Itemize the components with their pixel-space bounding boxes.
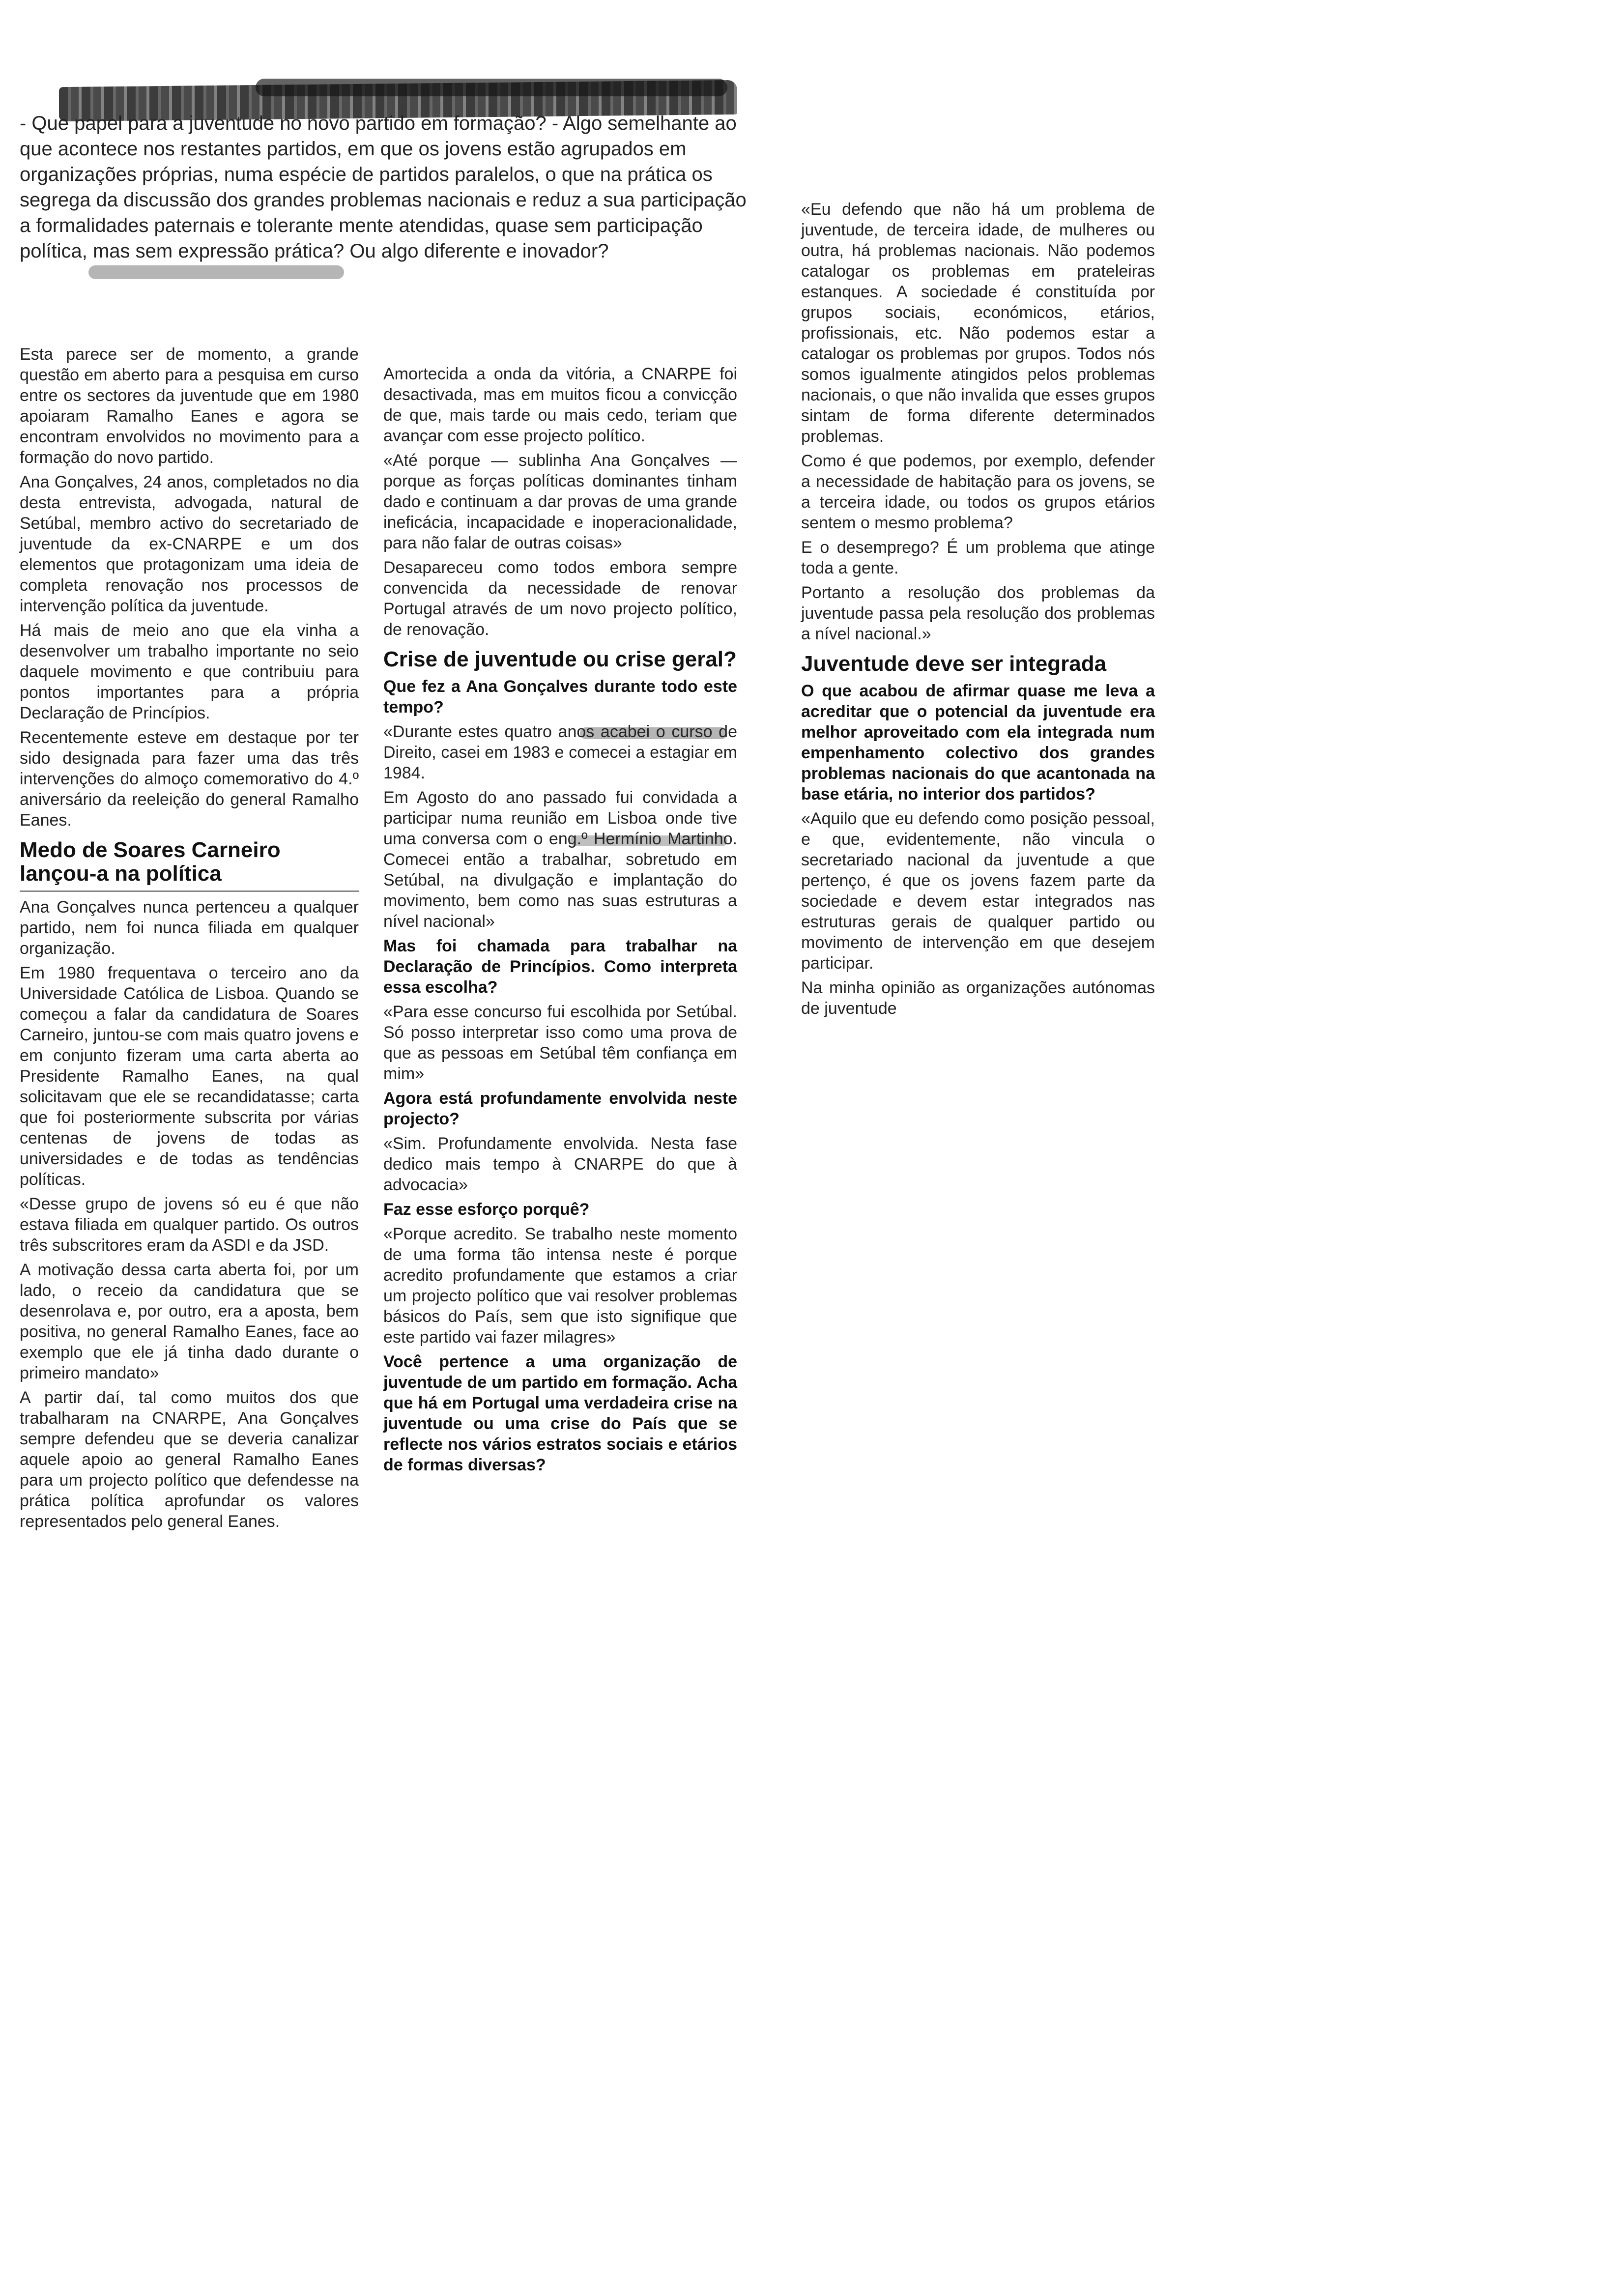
paragraph: Em 1980 frequentava o terceiro ano da Universidade Católica de Lisboa. Quando se começou a falar da candidatura de Soares Carneiro, juntou-se com mais quatro jovens e em conjunto fizeram uma carta aberta ao Presidente Ramalho Eanes, na qual solicitavam que ele se recandidatasse; carta que foi posteriormente subscrita por várias centenas de jovens de todas as universidades e de todas as tendências políticas. xyxy=(20,964,359,1189)
article-column-1 xyxy=(20,344,359,1536)
section-heading: Crise de juventude ou crise geral? xyxy=(383,647,737,671)
paragraph: Há mais de meio ano que ela vinha a desenvolver um trabalho importante no seio daquele movimento e que contribuiu para pontos importantes para a própria Declaração de Princípios. xyxy=(20,621,359,722)
paragraph: Esta parece ser de momento, a grande questão em aberto para a pesquisa em curso entre os sectores da juventude que em 1980 apoiaram Ramalho Eanes e agora se encontram envolvidos no movimento para a formação do novo partido. xyxy=(20,345,359,467)
interview-answer: «Para esse concurso fui escolhida por Setúbal. Só posso interpretar isso como uma prova de que as pessoas em Setúbal têm confiança em mim» xyxy=(383,1003,737,1083)
paragraph: Ana Gonçalves nunca pertenceu a qualquer partido, nem foi nunca filiada em qualquer organização. xyxy=(20,898,359,958)
ink-smudge xyxy=(88,265,344,279)
paragraph: A partir daí, tal como muitos dos que trabalharam na CNARPE, Ana Gonçalves sempre defendeu que se deveria canalizar aquele apoio ao general Ramalho Eanes para um projecto político que defendesse na prática política aprofundar os valores representados pelo general Eanes. xyxy=(20,1388,359,1531)
interview-answer: «Porque acredito. Se trabalho neste momento de uma forma tão intensa neste é porque acredito profundamente que estamos a criar um projecto político que vai resolver problemas básicos do País, sem que isto signifique que este partido vai fazer milagres» xyxy=(383,1225,737,1347)
divider xyxy=(20,890,359,892)
paragraph: «Eu defendo que não há um problema de juventude, de terceira idade, de mulheres ou outra, há problemas nacionais. Não podemos catalogar os problemas em prateleiras estanques. A sociedade é constituída por grupos sociais, económicos, etários, profissionais, etc. Não podemos estar a catalogar os problemas por grupos. Todos nós somos igualmente atingidos pelos problemas nacionais, o que não invalida que esses grupos sintam de forma diferente determinados problemas. xyxy=(801,200,1155,446)
intro-question: - Que papel para a juventude no novo partido em formação? - Algo semelhante ao que acontece nos restantes partidos, em que os jovens estão agrupados em organizações próprias, numa espécie de partidos paralelos, o que na prática os segrega da discussão dos grandes problemas nacionais e reduz a sua participação a formalidades paternais e tolerante mente atendidas, quase sem participação política, mas sem expressão prática? Ou algo diferente e inovador? xyxy=(20,113,747,262)
interview-question: O que acabou de afirmar quase me leva a acreditar que o potencial da juventude era melhor aproveitado com ela integrada num empenhamento colectivo dos grandes problemas nacionais do que acantonada na base etária, no interior dos partidos? xyxy=(801,682,1155,804)
interview-answer: «Sim. Profundamente envolvida. Nesta fase dedico mais tempo à CNARPE do que à advocacia» xyxy=(383,1134,737,1194)
interview-question: Que fez a Ana Gonçalves durante todo este tempo? xyxy=(383,677,737,717)
interview-answer: Em Agosto do ano passado fui convidada a participar numa reunião em Lisboa onde tive uma conversa com o eng.º Hermínio Martinho. Comecei então a trabalhar, sobretudo em Setúbal, na divulgação e implantação do movimento, bem como nas suas estruturas a nível nacional» xyxy=(383,788,737,931)
ink-smudge xyxy=(580,727,727,739)
paragraph: E o desemprego? É um problema que atinge toda a gente. xyxy=(801,538,1155,577)
paragraph: Amortecida a onda da vitória, a CNARPE foi desactivada, mas em muitos ficou a convicção de que, mais tarde ou mais cedo, teriam que avançar com esse projecto político. xyxy=(383,365,737,445)
paragraph: A motivação dessa carta aberta foi, por um lado, o receio da candidatura que se desenrolava e, por outro, era a aposta, bem positiva, no general Ramalho Eanes, face ao exemplo que ele já tinha dado durante o primeiro mandato» xyxy=(20,1261,359,1382)
paragraph: Como é que podemos, por exemplo, defender a necessidade de habitação para os jovens, se a terceira idade, ou todos os grupos etários sentem o mesmo problema? xyxy=(801,452,1155,532)
interview-answer: «Aquilo que eu defendo como posição pessoal, e que, evidentemente, não vincula o secretariado nacional da juventude a que pertenço, é que os jovens fazem parte da sociedade e devem estar integrados nas estruturas gerais de qualquer partido ou movimento de intervenção em que desejem participar. xyxy=(801,809,1155,973)
section-heading: Medo de Soares Carneiro lançou-a na política xyxy=(20,838,281,886)
paragraph: Desapareceu como todos embora sempre convencida da necessidade de renovar Portugal através de um novo projecto político, de renovação. xyxy=(383,558,737,639)
header-smudge-bar-2 xyxy=(256,79,727,96)
paragraph: Recentemente esteve em destaque por ter sido designada para fazer uma das três intervenções do almoço comemorativo do 4.º aniversário da reeleição do general Ramalho Eanes. xyxy=(20,728,359,830)
interview-question: Você pertence a uma organização de juventude de um partido em formação. Acha que há em Portugal uma verdadeira crise na juventude ou uma crise do País que se reflecte nos vários estratos sociais e etários de formas diversas? xyxy=(383,1352,737,1474)
section-heading: Juventude deve ser integrada xyxy=(801,652,1107,676)
article-column-2 xyxy=(383,364,737,1479)
interview-answer: «Durante estes quatro anos acabei o curso de Direito, casei em 1983 e comecei a estagiar em 1984. xyxy=(383,722,737,782)
paragraph: «Até porque — sublinha Ana Gonçalves — porque as forças políticas dominantes tinham dado e continuam a dar provas de uma grande ineficácia, incapacidade e inoperacionalidade, para não falar de outras coisas» xyxy=(383,451,737,552)
paragraph: «Desse grupo de jovens só eu é que não estava filiada em qualquer partido. Os outros três subscritores eram da ASDI e da JSD. xyxy=(20,1195,359,1255)
ink-smudge xyxy=(570,835,727,846)
interview-question: Faz esse esforço porquê? xyxy=(383,1200,590,1219)
article-column-3 xyxy=(801,199,1155,1023)
interview-question: Mas foi chamada para trabalhar na Declaração de Princípios. Como interpreta essa escolha? xyxy=(383,937,737,997)
paragraph: Ana Gonçalves, 24 anos, completados no dia desta entrevista, advogada, natural de Setúbal, membro activo do secretariado de juventude da ex-CNARPE e um dos elementos que protagonizam uma ideia de completa renovação nos processos de intervenção política da juventude. xyxy=(20,473,359,615)
paragraph: Portanto a resolução dos problemas da juventude passa pela resolução dos problemas a nível nacional.» xyxy=(801,583,1155,643)
interview-question: Agora está profundamente envolvida neste projecto? xyxy=(383,1089,737,1128)
interview-answer: Na minha opinião as organizações autónomas de juventude xyxy=(801,978,1155,1018)
intro-question-block xyxy=(20,111,747,264)
